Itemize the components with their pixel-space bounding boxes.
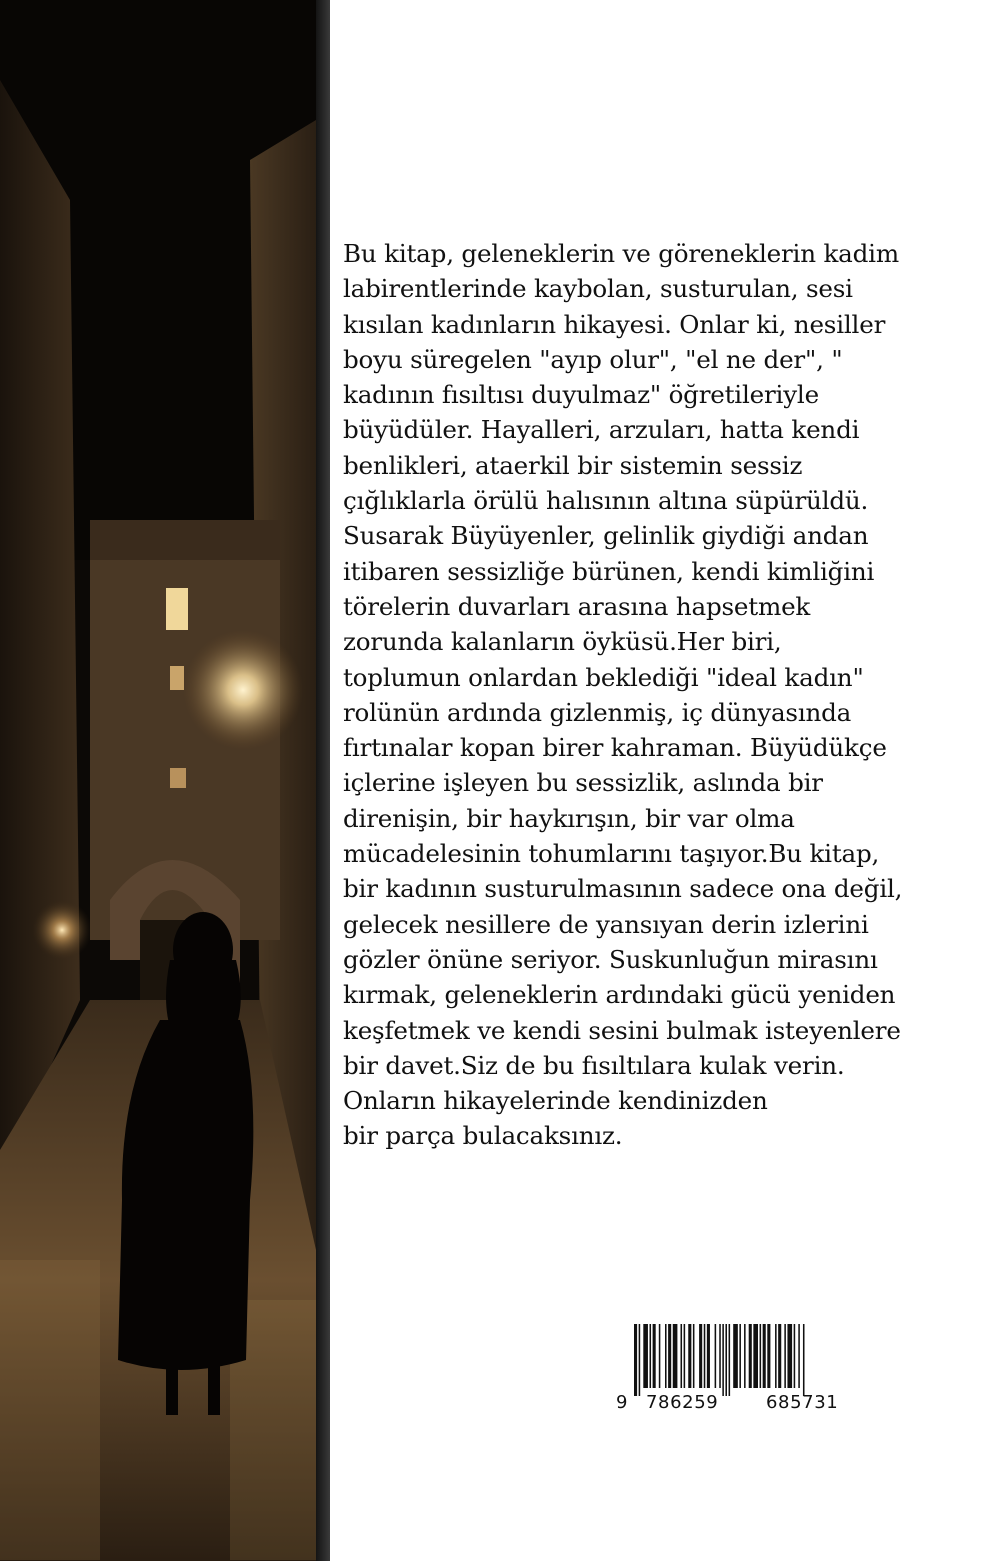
blurb-line: çığlıklarla örülü halısının altına süpürüldü. [343, 486, 869, 516]
barcode-bar [650, 1324, 652, 1388]
barcode-bar [733, 1324, 738, 1388]
barcode-bar [699, 1324, 702, 1388]
barcode-bar [787, 1324, 792, 1388]
barcode-bar [722, 1324, 724, 1396]
blurb-line: labirentlerinde kaybolan, susturulan, sesi [343, 274, 853, 304]
barcode-bar [753, 1324, 758, 1388]
barcode-bar [684, 1324, 686, 1388]
barcode-bar [767, 1324, 770, 1388]
blurb-line: boyu süregelen "ayıp olur", "el ne der", " [343, 344, 843, 374]
barcode-bar [744, 1324, 746, 1388]
back-cover-blurb [343, 236, 983, 1154]
barcode-bar [725, 1324, 727, 1396]
blurb-line: zorunda kalanların öyküsü.Her biri, [343, 627, 782, 657]
barcode-bar [749, 1324, 752, 1388]
blurb-line: gözler önüne seriyor. Suskunluğun mirasını [343, 944, 878, 974]
barcode-bar [639, 1324, 641, 1396]
barcode-bar [760, 1324, 762, 1388]
blurb-line: benlikleri, ataerkil bir sistemin sessiz [343, 450, 803, 480]
blurb-line: kadının fısıltısı duyulmaz" öğretileriyle [343, 380, 819, 410]
blurb-line: Susarak Büyüyenler, gelinlik giydiği andan [343, 521, 869, 551]
barcode-bar [715, 1324, 717, 1388]
blurb-line: fırtınalar kopan birer kahraman. Büyüdükçe [343, 733, 887, 763]
barcode-bar [719, 1324, 721, 1388]
barcode-bar [693, 1324, 695, 1388]
blurb-line: bir kadının susturulmasının sadece ona değil, [343, 874, 903, 904]
barcode-bar [688, 1324, 691, 1388]
blurb-line: kısılan kadınların hikayesi. Onlar ki, nesiller [343, 309, 886, 339]
blurb-line: itibaren sessizliğe bürünen, kendi kimliğini [343, 556, 875, 586]
cover-photo-night-street [0, 0, 316, 1561]
barcode-bar [798, 1324, 800, 1388]
barcode-bar [681, 1324, 683, 1388]
blurb-line: Bu kitap, geleneklerin ve göreneklerin kadim [343, 239, 899, 268]
blurb-line: toplumun onlardan beklediği "ideal kadın" [343, 662, 864, 692]
barcode-bar [673, 1324, 678, 1388]
blurb-line: törelerin duvarları arasına hapsetmek [343, 591, 811, 621]
barcode-bar [659, 1324, 661, 1388]
barcode-bar [729, 1324, 731, 1396]
blurb-line: kırmak, geleneklerin ardındaki gücü yeniden [343, 980, 896, 1010]
barcode-bar [763, 1324, 766, 1388]
barcode-bar [794, 1324, 796, 1388]
isbn-digits [604, 1392, 874, 1414]
blurb-line: gelecek nesillere de yansıyan derin izlerini [343, 909, 869, 939]
blurb-line: keşfetmek ve kendi sesini bulmak isteyenlere [343, 1015, 901, 1045]
barcode-bar [643, 1324, 648, 1388]
barcode-bar [653, 1324, 656, 1388]
isbn-barcode [604, 1316, 874, 1416]
blurb-line: büyüdüler. Hayalleri, arzuları, hatta kendi [343, 415, 860, 445]
blurb-line: rolünün ardında gizlenmiş, iç dünyasında [343, 697, 852, 727]
spine-shadow [316, 0, 330, 1561]
blurb-line: bir davet.Siz de bu fısıltılara kulak verin. [343, 1050, 845, 1080]
blurb-line: direnişin, bir haykırışın, bir var olma [343, 803, 795, 833]
barcode-bar [634, 1324, 637, 1396]
barcode-bar [707, 1324, 710, 1388]
barcode-bar [704, 1324, 706, 1388]
blurb-line: bir parça bulacaksınız. [343, 1121, 623, 1151]
isbn-right-group: 685731 [766, 1392, 839, 1413]
barcode-bar [778, 1324, 781, 1388]
barcode-bar [803, 1324, 805, 1396]
isbn-first-digit: 9 [616, 1392, 628, 1413]
barcode-bars [604, 1316, 874, 1396]
barcode-bar [739, 1324, 741, 1388]
barcode-bar [775, 1324, 777, 1388]
barcode-bar [668, 1324, 671, 1388]
blurb-line: mücadelesinin tohumlarını taşıyor.Bu kitap, [343, 839, 880, 869]
night-street-illustration [0, 0, 316, 1561]
barcode-bar [665, 1324, 667, 1388]
isbn-left-group: 786259 [646, 1392, 719, 1413]
blurb-line: Onların hikayelerinde kendinizden [343, 1086, 768, 1116]
barcode-bar [784, 1324, 786, 1388]
blurb-line: içlerine işleyen bu sessizlik, aslında bir [343, 768, 823, 798]
